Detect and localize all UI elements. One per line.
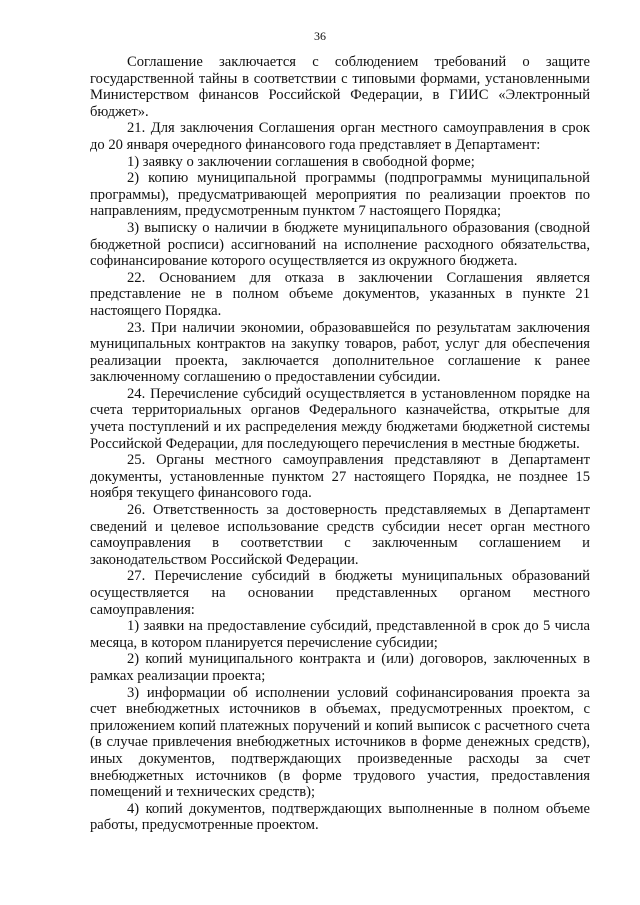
paragraph-27-item-4: 4) копий документов, подтверждающих выполненные в полном объеме работы, предусмотренные проектом. bbox=[90, 800, 590, 834]
paragraph-23: 23. При наличии экономии, образовавшейся по результатам заключения муниципальных контрактов на закупку товаров, работ, услуг для обеспечения реализации проекта, заключается дополнительное соглашение к ранее заключенному соглашению о предоставлении субсидии. bbox=[90, 319, 590, 386]
paragraph-27: 27. Перечисление субсидий в бюджеты муниципальных образований осуществляется на основании представленных органом местного самоуправления: bbox=[90, 568, 590, 618]
paragraph-21-item-2: 2) копию муниципальной программы (подпрограммы муниципальной программы), предусматривающей мероприятия по реализации проектов по направлениям, предусмотренным пунктом 7 настоящего Порядка; bbox=[90, 170, 590, 220]
document-body bbox=[90, 54, 590, 834]
paragraph-25: 25. Органы местного самоуправления представляют в Департамент документы, установленные пунктом 27 настоящего Порядка, не позднее 15 ноября текущего финансового года. bbox=[90, 452, 590, 502]
paragraph-22: 22. Основанием для отказа в заключении Соглашения является представление не в полном объеме документов, указанных в пункте 21 настоящего Порядка. bbox=[90, 269, 590, 319]
paragraph-27-item-1: 1) заявки на предоставление субсидий, представленной в срок до 5 числа месяца, в котором планируется перечисление субсидии; bbox=[90, 618, 590, 651]
paragraph-24: 24. Перечисление субсидий осуществляется в установленном порядке на счета территориальных органов Федерального казначейства, открытые для учета поступлений и их распределения между бюджетами бюджетной системы Российской Федерации, для последующего перечисления в местные бюджеты. bbox=[90, 385, 590, 452]
paragraph-27-item-3: 3) информации об исполнении условий софинансирования проекта за счет внебюджетных источников в объемах, предусмотренных проектом, с приложением копий платежных поручений и копий выписок с расчетного счета (в случае привлечения внебюджетных источников в форме денежных средств), иных документов, подтверждающих произведенные расходы за счет внебюджетных источников (в форме трудового участия, предоставления помещений и технических средств); bbox=[90, 684, 590, 801]
paragraph-21-item-1: 1) заявку о заключении соглашения в свободной форме; bbox=[127, 153, 475, 170]
paragraph-21-item-3: 3) выписку о наличии в бюджете муниципального образования (сводной бюджетной росписи) ассигнований на исполнение расходного обязательства, софинансирование которого осуществляется из окружного бюджета. bbox=[90, 219, 590, 270]
paragraph-27-item-2: 2) копий муниципального контракта и (или) договоров, заключенных в рамках реализации проекта; bbox=[90, 651, 590, 684]
paragraph-21: 21. Для заключения Соглашения орган местного самоуправления в срок до 20 января очередного финансового года представляет в Департамент: bbox=[90, 120, 590, 153]
paragraph-agreement-secrecy: Соглашение заключается с соблюдением требований о защите государственной тайны в соответствии с типовыми формами, установленными Министерством финансов Российской Федерации, в ГИИС «Электронный бюджет». bbox=[90, 54, 590, 120]
page-number: 36 bbox=[314, 29, 326, 43]
paragraph-26: 26. Ответственность за достоверность представляемых в Департамент сведений и целевое использование средств субсидии несет орган местного самоуправления в соответствии с заключенным соглашением и законодательством Российской Федерации. bbox=[90, 502, 590, 568]
